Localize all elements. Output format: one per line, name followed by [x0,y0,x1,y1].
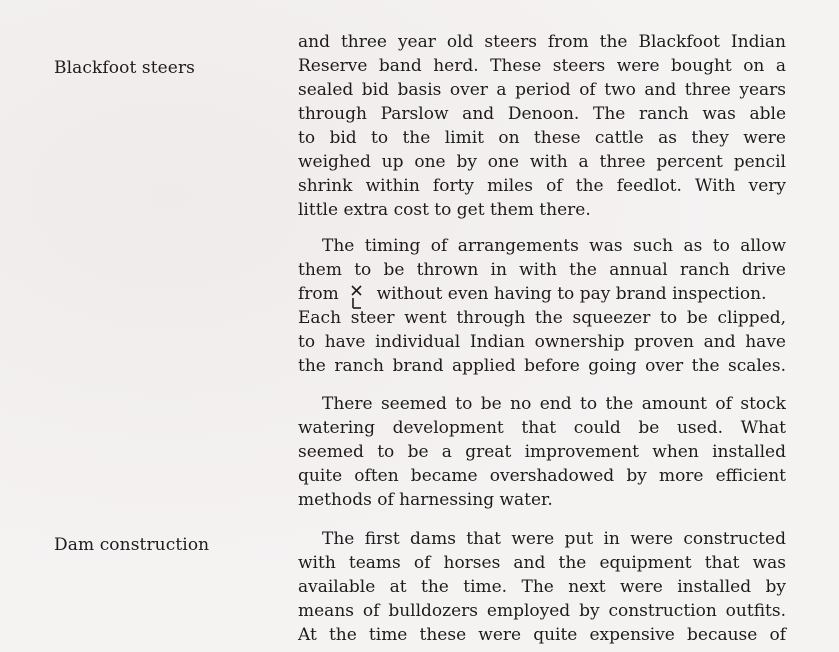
text-line: little extra cost to get them there. [298,200,591,220]
text-line: At the time these were quite expensive because of [298,625,786,645]
text-line: the ranch brand applied before going over the scales. [298,356,786,376]
text-line: them to be thrown in with the annual ranch drive [298,260,786,280]
text-line-with-brand [298,282,786,306]
text-line: The timing of arrangements was such as to allow [322,236,786,256]
text-line: through Parslow and Denoon. The ranch was able [298,104,786,124]
paragraph-timing-arrangements [298,234,786,378]
paragraph-stock-watering [298,392,786,512]
text-line: available at the time. The next were installed by [298,577,786,597]
paragraph-dam-construction [298,527,786,647]
text-line: with teams of horses and the equipment that was [298,553,786,573]
text-fragment: without even having to pay brand inspection. [376,284,767,304]
ranch-brand-icon [348,282,368,306]
text-line: sealed bid basis over a period of two and three years [298,80,786,100]
text-fragment: from [298,284,339,304]
text-line: weighed up one by one with a three percent pencil [298,152,786,172]
text-line: There seemed to be no end to the amount of stock [322,394,786,414]
text-line: to have individual Indian ownership proven and have [298,332,786,352]
text-line: methods of harnessing water. [298,490,553,510]
margin-note-dam-construction: Dam construction [54,535,210,555]
text-line: shrink within forty miles of the feedlot. With very [298,176,786,196]
text-line: means of bulldozers employed by construction outfits. [298,601,786,621]
text-line: Reserve band herd. These steers were bought on a [298,56,786,76]
text-line: quite often became overshadowed by more efficient [298,466,786,486]
margin-note-blackfoot-steers: Blackfoot steers [54,58,196,78]
text-line: and three year old steers from the Blackfoot Indian [298,32,786,52]
text-line: to bid to the limit on these cattle as they were [298,128,786,148]
text-line: seemed to be a great improvement when installed [298,442,786,462]
text-line: Each steer went through the squeezer to be clipped, [298,308,786,328]
text-line: watering development that could be used. What [298,418,786,438]
paragraph-blackfoot-steers [298,30,786,222]
text-line: The first dams that were put in were constructed [322,529,786,549]
